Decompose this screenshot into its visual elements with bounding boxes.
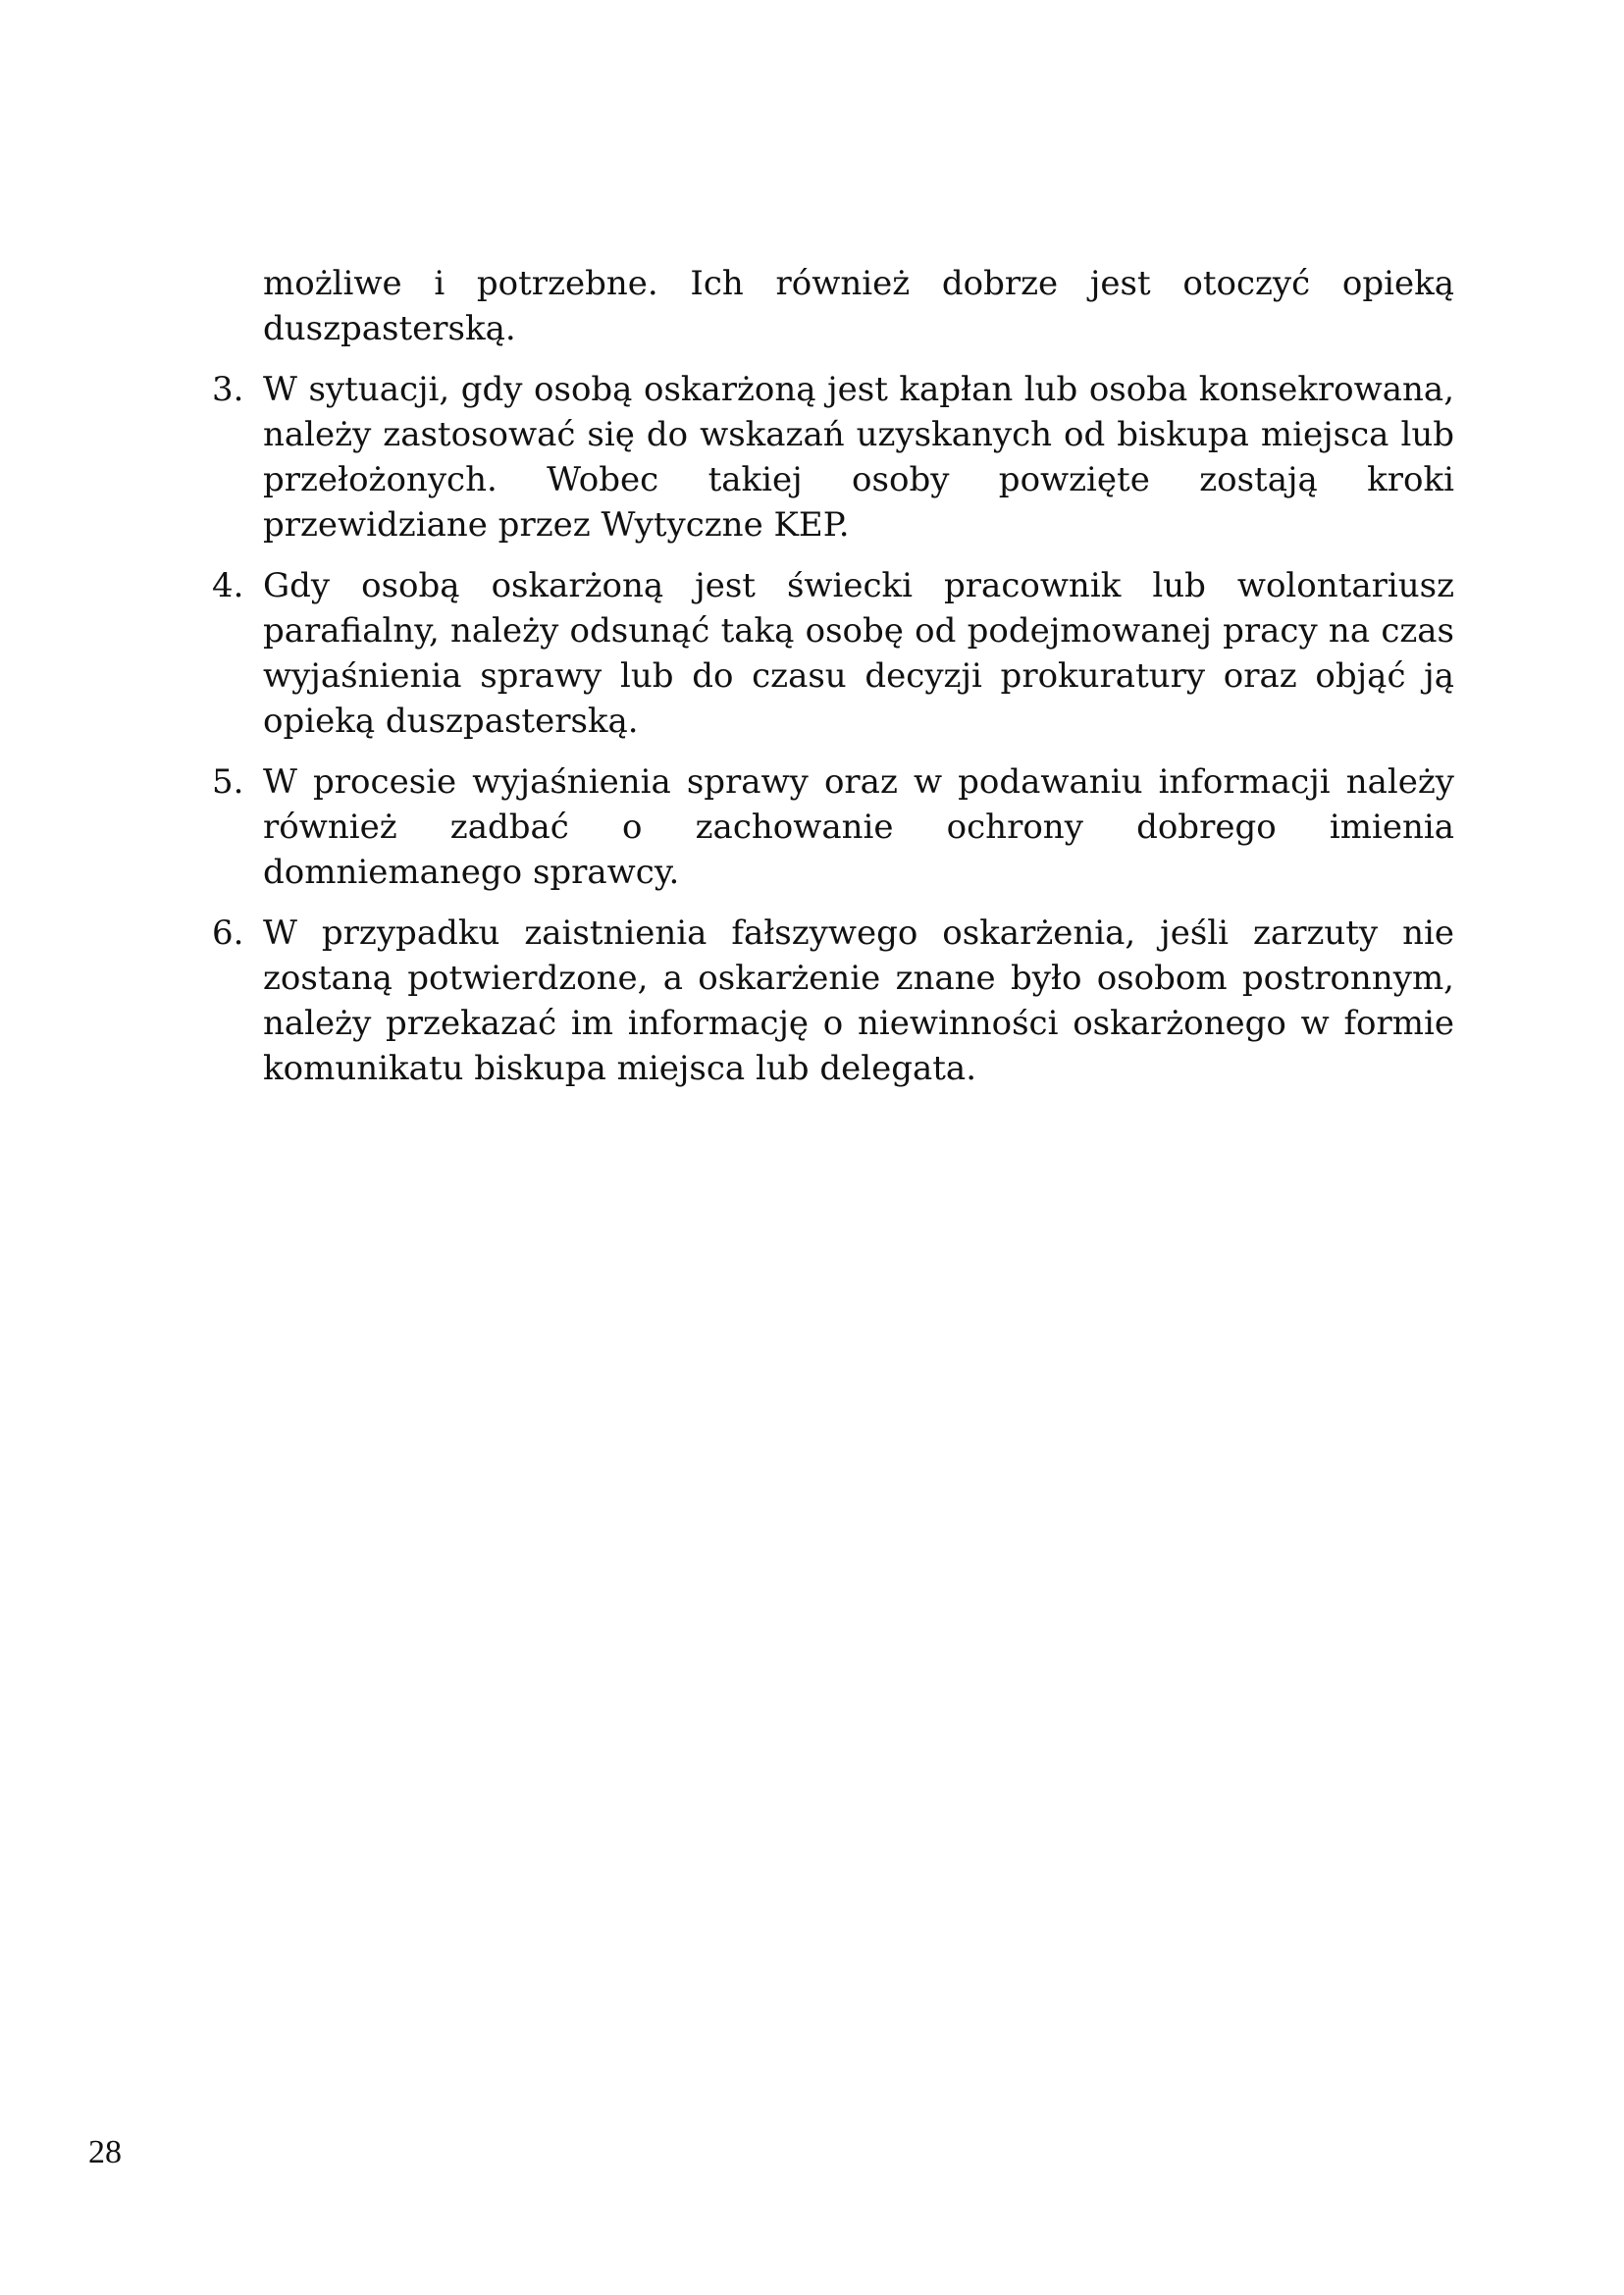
list-item-number: 5. [212, 762, 244, 802]
list-item [212, 563, 1454, 744]
list-item [212, 367, 1454, 548]
list-item-number: 6. [212, 913, 244, 953]
page-number: 28 [88, 2134, 122, 2170]
list-item-text: W procesie wyjaśnienia sprawy oraz w podawaniu informacji należy również zadbać o zachowanie ochrony dobrego imienia domniemanego sprawcy. [263, 762, 1454, 892]
list-item-text: W sytuacji, gdy osobą oskarżoną jest kapłan lub osoba konsekrowana, należy zastosować się do wskazań uzyskanych od biskupa miejsca lub przełożonych. Wobec takiej osoby powzięte zostają kroki przewidziane przez Wytyczne KEP. [263, 370, 1454, 545]
list-item-text: Gdy osobą oskarżoną jest świecki pracownik lub wolontariusz parafialny, należy odsunąć taką osobę od podejmowanej pracy na czas wyjaśnienia sprawy lub do czasu decyzji prokuratury oraz objąć ją opieką duszpasterską. [263, 566, 1454, 741]
page-content [212, 261, 1454, 1107]
list-item-number: 4. [212, 566, 244, 605]
list-item-text: W przypadku zaistnienia fałszywego oskarżenia, jeśli zarzuty nie zostaną potwierdzone, a oskarżenie znane było osobom postronnym, należy przekazać im informację o niewinności oskarżonego w formie komunikatu biskupa miejsca lub delegata. [263, 913, 1454, 1088]
numbered-list [212, 367, 1454, 1091]
list-item [212, 911, 1454, 1091]
list-item-number: 3. [212, 370, 244, 409]
continuation-paragraph: możliwe i potrzebne. Ich również dobrze jest otoczyć opieką duszpasterską. [263, 264, 1454, 348]
list-item [212, 759, 1454, 895]
